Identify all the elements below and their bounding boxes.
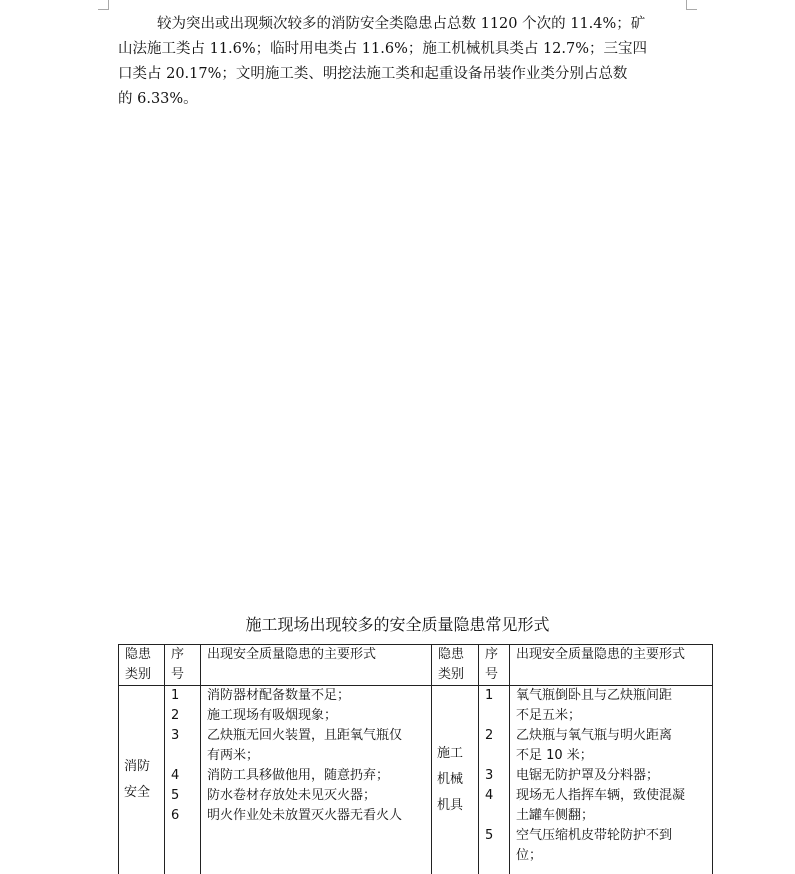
header-category-line: 类别 [438,667,465,682]
seq-spacer [485,746,509,766]
form-line: 电锯无防护罩及分料器； [516,768,660,783]
header-category-line: 隐患 [438,647,465,662]
seq-number: 1 [485,688,494,703]
form-line: 不足 10 米； [516,748,593,763]
form-line: 乙炔瓶无回火装置，且距氧气瓶仅 [207,728,403,743]
header-form: 出现安全质量隐患的主要形式 [201,645,432,686]
category-line: 机具 [437,798,464,813]
header-seq [165,645,201,686]
seq-number: 5 [485,828,494,843]
seq-cell-fire [165,686,201,874]
seq-number: 6 [171,808,180,823]
header-seq-line: 序 [171,647,185,662]
header-category [119,645,165,686]
form-line: 明火作业处未放置灭火器无看火人 [207,808,403,823]
header-category-line: 类别 [125,667,152,682]
crop-mark-right-h [687,9,697,10]
form-line: 消防器材配备数量不足； [207,688,351,703]
category-line: 施工 [437,746,464,761]
seq-spacer [485,806,509,826]
header-seq-line: 号 [485,667,499,682]
header-category-line: 隐患 [125,647,152,662]
seq-number: 2 [171,708,180,723]
seq-number: 4 [171,768,180,783]
header-seq [479,645,510,686]
seq-number: 4 [485,788,494,803]
paragraph-line: 的 6.33%。 [118,91,198,107]
form-line: 消防工具移做他用，随意扔弃； [207,768,390,783]
table-title: 施工现场出现较多的安全质量隐患常见形式 [245,615,550,634]
header-seq-line: 号 [171,667,185,682]
seq-number: 3 [485,768,494,783]
paragraph-line: 山法施工类占 11.6%；临时用电类占 11.6%；施工机械机具类占 12.7%；三宝四 [118,41,648,57]
crop-mark-left [108,0,109,10]
form-line: 有两米； [207,748,260,763]
form-line: 空气压缩机皮带轮防护不到 [516,828,673,843]
table-header-row [119,645,713,686]
table-row [119,686,713,874]
form-line: 位； [516,848,543,863]
header-form: 出现安全质量隐患的主要形式 [510,645,713,686]
crop-mark-left-h [98,9,108,10]
form-line: 土罐车侧翻； [516,808,595,823]
seq-number: 5 [171,788,180,803]
seq-number: 2 [485,728,494,743]
form-line: 氧气瓶倒卧且与乙炔瓶间距 [516,688,673,703]
category-cell-machinery [432,686,479,874]
category-cell-fire [119,686,165,874]
seq-spacer [171,746,200,766]
form-line: 防水卷材存放处未见灭火器； [207,788,377,803]
seq-number: 3 [171,728,180,743]
category-line: 消防 [124,759,151,774]
paragraph-line: 较为突出或出现频次较多的消防安全类隐患占总数 1120 个次的 11.4%；矿 [157,16,646,32]
hazard-table [118,644,713,874]
form-line: 乙炔瓶与氧气瓶与明火距离 [516,728,673,743]
seq-number: 1 [171,688,180,703]
form-line: 施工现场有吸烟现象； [207,708,338,723]
body-paragraph [118,12,678,112]
form-cell-fire [201,686,432,874]
paragraph-line: 口类占 20.17%；文明施工类、明挖法施工类和起重设备吊装作业类分别占总数 [118,66,628,82]
form-line: 现场无人指挥车辆，致使混凝 [516,788,686,803]
form-line: 不足五米； [516,708,582,723]
header-category [432,645,479,686]
header-seq-line: 序 [485,647,499,662]
category-line: 机械 [437,772,464,787]
form-cell-machinery [510,686,713,874]
category-line: 安全 [124,785,151,800]
seq-spacer [485,706,509,726]
seq-cell-machinery [479,686,510,874]
